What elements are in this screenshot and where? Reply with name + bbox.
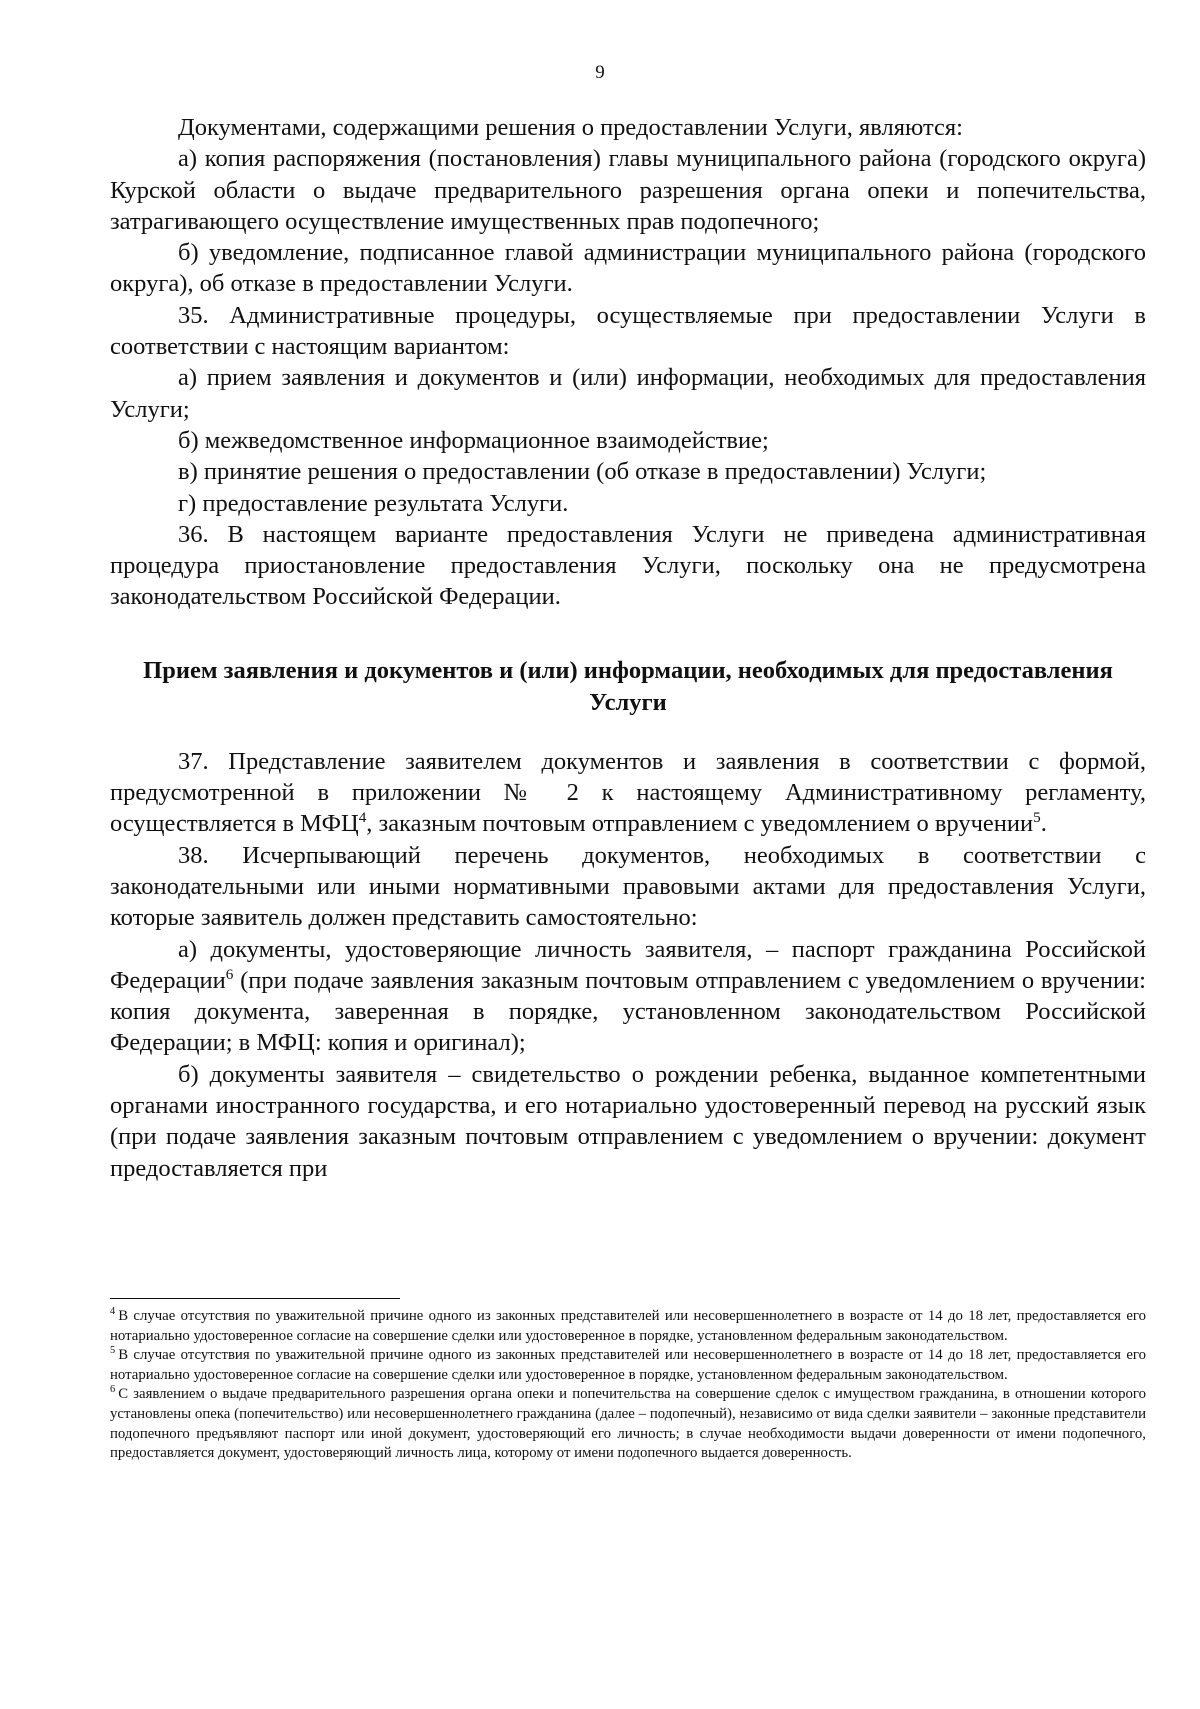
page-number: 9 — [595, 62, 605, 83]
footnote-ref-5: 5 — [1033, 809, 1041, 827]
footnote-6-text: С заявлением о выдаче предварительного разрешения органа опеки и попечительства на совершение сделок с имуществом гражданина, в отношении которого установлены опека (попечительство) или несовершеннолетнего гражданина (далее – подопечный), независимо от вида сделки заявители – законные представители подопечного предъявляют паспорт или иной документ, удостоверяющий его личность; в случае необходимости выдачи доверенности от имени подопечного, предоставляется документ, удостоверяющий личность лица, которому от имени подопечного выдается доверенность. — [110, 1386, 1146, 1462]
paragraph-38-a — [110, 934, 1146, 1059]
paragraph-36: 36. В настоящем варианте предоставления Услуги не приведена административная процедура приостановление предоставления Услуги, поскольку она не предусмотрена законодательством Российской Федерации. — [110, 520, 1146, 611]
paragraph-37 — [110, 746, 1146, 840]
document-body — [110, 112, 1146, 1184]
paragraph-results-b: б) уведомление, подписанное главой администрации муниципального района (городского округа), об отказе в предоставлении Услуги. — [110, 239, 1146, 298]
footnote-4 — [110, 1307, 1146, 1346]
paragraph-37-text-1: 37. Представление заявителем документов и заявления в соответствии с формой, предусмотренной в приложении № 2 к настоящему Административному регламенту, осуществляется в МФЦ — [110, 747, 1146, 838]
footnotes — [110, 1298, 1146, 1464]
paragraph-35-a: а) прием заявления и документов и (или) информации, необходимых для предоставления Услуги; — [110, 364, 1146, 423]
footnote-4-mark: 4 — [110, 1306, 116, 1318]
paragraph-35-d: г) предоставление результата Услуги. — [178, 489, 569, 517]
footnote-5 — [110, 1346, 1146, 1385]
footnote-6-mark: 6 — [110, 1384, 116, 1396]
section-heading: Прием заявления и документов и (или) информации, необходимых для предоставления Услуги — [143, 656, 1113, 716]
paragraph-37-text-2: , заказным почтовым отправлением с уведомлением о вручении — [366, 810, 1034, 838]
paragraph-results-a: а) копия распоряжения (постановления) главы муниципального района (городского округа) Курской области о выдаче предварительного разрешения органа опеки и попечительства, затрагивающего осуществление имущественных прав подопечного; — [110, 145, 1146, 235]
paragraph-38: 38. Исчерпывающий перечень документов, необходимых в соответствии с законодательными или иными нормативными правовыми актами для предоставления Услуги, которые заявитель должен представить самостоятельно: — [110, 841, 1146, 932]
footnote-5-text: В случае отсутствия по уважительной причине одного из законных представителей или несовершеннолетнего в возрасте от 14 до 18 лет, предоставляется его нотариально удостоверенное согласие на совершение сделки или удостоверенное в порядке, установленном федеральным законодательством. — [110, 1347, 1146, 1383]
footnote-6 — [110, 1385, 1146, 1463]
footnote-ref-4: 4 — [358, 809, 367, 827]
paragraph-37-text-3: . — [1040, 810, 1047, 838]
footnote-divider — [110, 1298, 400, 1299]
paragraph-35-c: в) принятие решения о предоставлении (об отказе в предоставлении) Услуги; — [178, 458, 987, 486]
paragraph-35-b: б) межведомственное информационное взаимодействие; — [178, 426, 769, 454]
paragraph-38-a-text-2: (при подаче заявления заказным почтовым отправлением с уведомлением о вручении: копия документа, заверенная в порядке, установленном законодательством Российской Федерации; в МФЦ: копия и оригинал); — [110, 966, 1146, 1057]
footnote-5-mark: 5 — [110, 1345, 116, 1357]
paragraph-results-intro: Документами, содержащими решения о предоставлении Услуги, являются: — [178, 114, 963, 141]
paragraph-38-a-text-1: а) документы, удостоверяющие личность заявителя, – паспорт гражданина Российской Федерации — [110, 935, 1146, 994]
paragraph-35: 35. Административные процедуры, осуществляемые при предоставлении Услуги в соответствии с настоящим вариантом: — [110, 301, 1146, 361]
paragraph-38-b: б) документы заявителя – свидетельство о рождении ребенка, выданное компетентными органами иностранного государства, и его нотариально удостоверенный перевод на русский язык (при подаче заявления заказным почтовым отправлением с уведомлением о вручении: документ предоставляется при — [110, 1060, 1146, 1182]
footnote-4-text: В случае отсутствия по уважительной причине одного из законных представителей или несовершеннолетнего в возрасте от 14 до 18 лет, предоставляется его нотариально удостоверенное согласие на совершение сделки или удостоверенное в порядке, установленном федеральным законодательством. — [110, 1308, 1146, 1344]
footnote-ref-6: 6 — [225, 965, 234, 983]
